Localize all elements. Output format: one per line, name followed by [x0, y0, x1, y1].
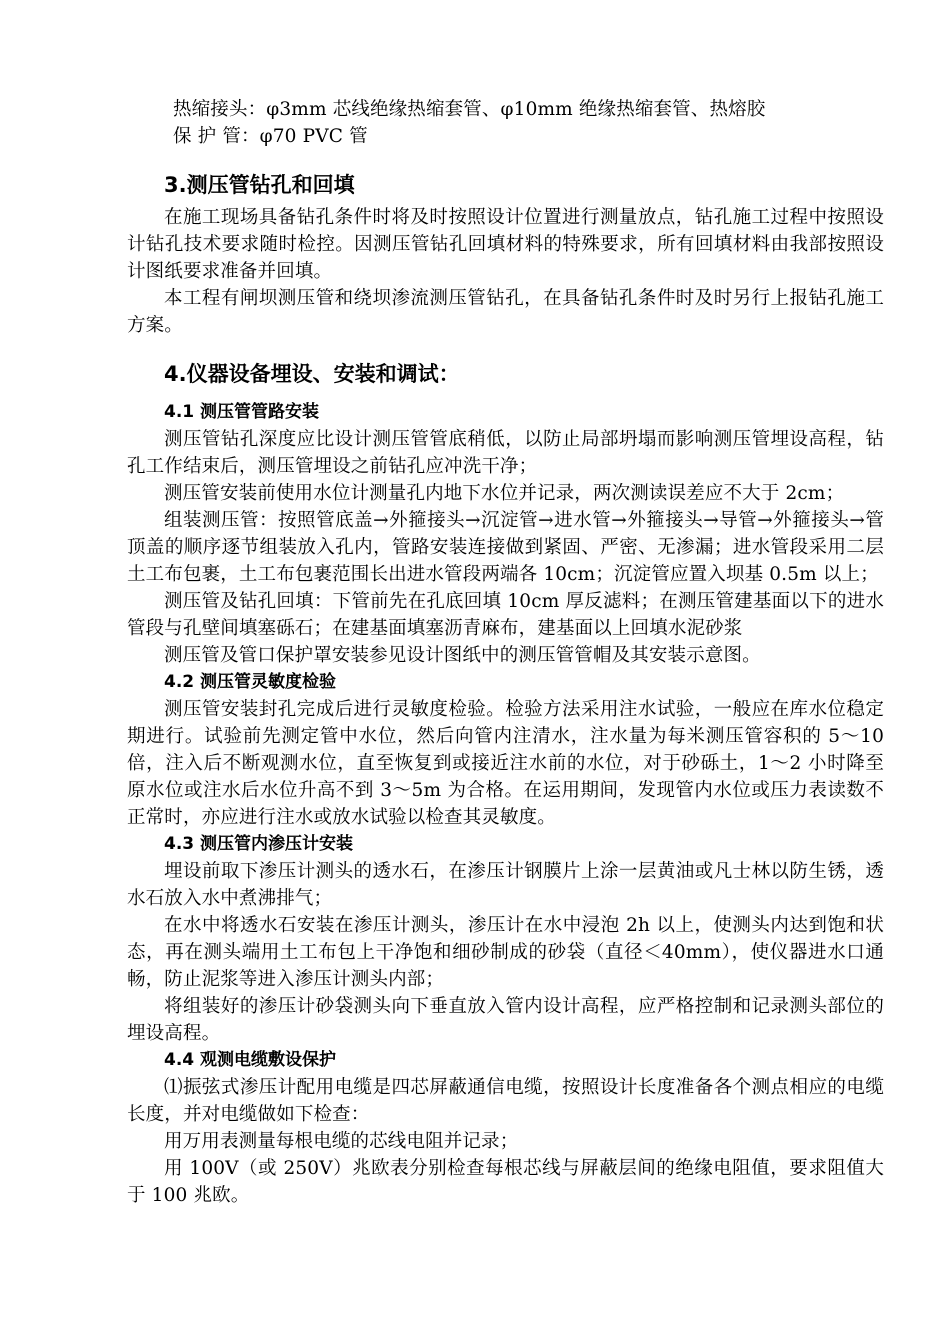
- section-4-1-paragraph: 测压管及钻孔回填：下管前先在孔底回填 10cm 厚反滤料；在测压管建基面以下的进水管段与孔壁间填塞砾石；在建基面填塞沥青麻布，建基面以上回填水泥砂浆: [127, 591, 884, 639]
- section-4-3-heading: 4.3 测压管内渗压计安装: [164, 834, 354, 854]
- section-3-paragraph: 在施工现场具备钻孔条件时将及时按照设计位置进行测量放点，钻孔施工过程中按照设计钻孔技术要求随时检控。因测压管钻孔回填材料的特殊要求，所有回填材料由我部按照设计图纸要求准备并回填。: [127, 207, 884, 282]
- section-4-3-paragraph: 埋设前取下渗压计测头的透水石，在渗压计钢膜片上涂一层黄油或凡士林以防生锈，透水石放入水中煮沸排气；: [127, 861, 884, 909]
- intro-line-heat-shrink: 热缩接头：φ3mm 芯线绝缘热缩套管、φ10mm 绝缘热缩套管、热熔胶: [173, 99, 766, 120]
- section-4-3-paragraph: 在水中将透水石安装在渗压计测头，渗压计在水中浸泡 2h 以上，使测头内达到饱和状态，再在测头端用土工布包上干净饱和细砂制成的砂袋（直径＜40mm），使仪器进水口通畅，防止泥浆等进入渗压计测头内部；: [127, 915, 884, 990]
- section-4-1-heading: 4.1 测压管管路安装: [164, 402, 320, 422]
- section-4-2-heading: 4.2 测压管灵敏度检验: [164, 672, 337, 692]
- document-body: [127, 96, 884, 1209]
- section-4-4-heading: 4.4 观测电缆敷设保护: [164, 1050, 337, 1070]
- section-4-1-paragraph: 组装测压管：按照管底盖→外箍接头→沉淀管→进水管→外箍接头→导管→外箍接头→管顶盖的顺序逐节组装放入孔内，管路安装连接做到紧固、严密、无渗漏；进水管段采用二层土工布包裹，土工布包裹范围长出进水管段两端各 10cm；沉淀管应置入坝基 0.5m 以上；: [127, 510, 884, 585]
- intro-line-protection-pipe: 保 护 管：φ70 PVC 管: [173, 126, 368, 147]
- section-4-1-paragraph: 测压管及管口保护罩安装参见设计图纸中的测压管管帽及其安装示意图。: [164, 645, 761, 666]
- section-4-heading: 4.仪器设备埋设、安装和调试：: [164, 362, 460, 386]
- section-3-heading: 3.测压管钻孔和回填: [164, 173, 355, 197]
- section-4-4-paragraph: 用万用表测量每根电缆的芯线电阻并记录；: [164, 1131, 519, 1152]
- section-4-1-paragraph: 测压管钻孔深度应比设计测压管管底稍低，以防止局部坍塌而影响测压管埋设高程，钻孔工作结束后，测压管埋设之前钻孔应冲洗干净；: [127, 429, 884, 477]
- section-4-3-paragraph: 将组装好的渗压计砂袋测头向下垂直放入管内设计高程，应严格控制和记录测头部位的埋设高程。: [127, 996, 884, 1044]
- section-3-paragraph: 本工程有闸坝测压管和绕坝渗流测压管钻孔，在具备钻孔条件时及时另行上报钻孔施工方案。: [127, 288, 884, 336]
- section-4-4-paragraph: 用 100V（或 250V）兆欧表分别检查每根芯线与屏蔽层间的绝缘电阻值，要求阻值大于 100 兆欧。: [127, 1158, 884, 1206]
- section-4-4-paragraph: ⑴振弦式渗压计配用电缆是四芯屏蔽通信电缆，按照设计长度准备各个测点相应的电缆长度，并对电缆做如下检查：: [127, 1077, 884, 1125]
- section-4-1-paragraph: 测压管安装前使用水位计测量孔内地下水位并记录，两次测读误差应不大于 2cm；: [164, 483, 845, 504]
- section-4-2-paragraph: 测压管安装封孔完成后进行灵敏度检验。检验方法采用注水试验，一般应在库水位稳定期进行。试验前先测定管中水位，然后向管内注清水，注水量为每米测压管容积的 5～10 倍，注入后不断观测水位，直至恢复到或接近注水前的水位，对于砂砾土，1～2 小时降至原水位或注水后水位升高不到 3～5m 为合格。在运用期间，发现管内水位或压力表读数不正常时，亦应进行注水或放水试验以检查其灵敏度。: [127, 699, 884, 828]
